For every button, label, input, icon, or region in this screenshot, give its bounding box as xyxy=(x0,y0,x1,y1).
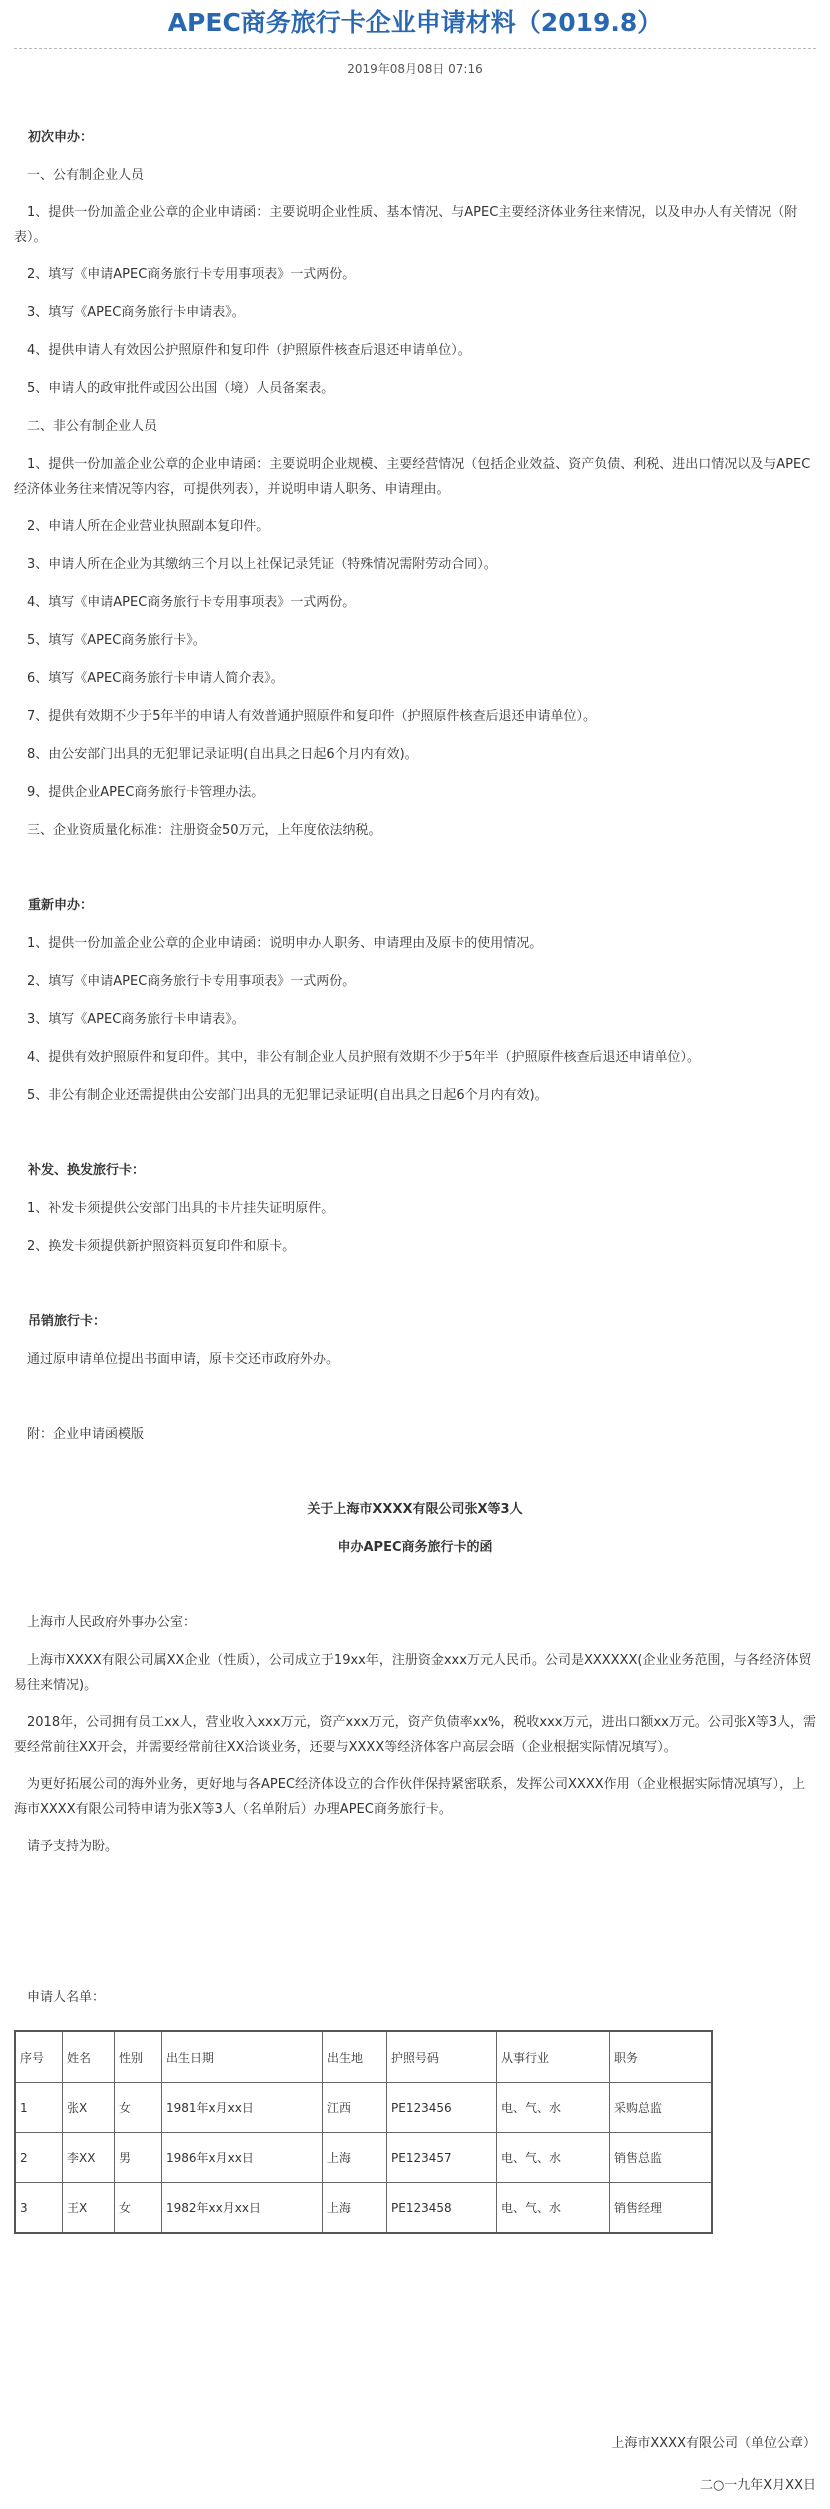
public-item-1: 1、提供一份加盖企业公章的企业申请函：主要说明企业性质、基本情况、与APEC主要经济体业务往来情况，以及申办人有关情况（附表）。 xyxy=(14,205,798,245)
private-item-5: 5、填写《APEC商务旅行卡》。 xyxy=(27,633,206,648)
table-header-cell: 姓名 xyxy=(63,2031,115,2083)
section-heading-first-application: 初次申办： xyxy=(28,130,94,145)
table-cell: 电、气、水 xyxy=(497,2133,610,2183)
table-row xyxy=(15,2133,712,2183)
table-cell: 电、气、水 xyxy=(497,2183,610,2234)
qualification-standard: 三、企业资质量化标准：注册资金50万元，上年度依法纳税。 xyxy=(27,823,382,838)
table-header-cell: 护照号码 xyxy=(387,2031,497,2083)
table-header-cell: 职务 xyxy=(610,2031,713,2083)
reissue-item-2: 2、换发卡须提供新护照资料页复印件和原卡。 xyxy=(27,1239,296,1254)
public-item-5: 5、申请人的政审批件或因公出国（境）人员备案表。 xyxy=(27,381,335,396)
private-item-9: 9、提供企业APEC商务旅行卡管理办法。 xyxy=(27,785,265,800)
table-cell: PE123457 xyxy=(387,2133,497,2183)
table-cell: 男 xyxy=(115,2133,162,2183)
signature-date: 二○一九年X月XX日 xyxy=(699,2478,816,2493)
table-cell: 采购总监 xyxy=(610,2083,713,2133)
table-cell: 上海 xyxy=(323,2133,387,2183)
private-item-6: 6、填写《APEC商务旅行卡申请人简介表》。 xyxy=(27,671,284,686)
table-cell: 销售总监 xyxy=(610,2133,713,2183)
title-divider xyxy=(14,48,816,49)
letter-paragraph-2: 2018年，公司拥有员工xx人，营业收入xxx万元，资产xxx万元，资产负债率xx%，税收xxx万元，进出口额xx万元。公司张X等3人，需要经常前往XX开会，并需要经常前往XX洽谈业务，还要与XXXX等经济体客户高层会晤（企业根据实际情况填写）。 xyxy=(14,1715,817,1755)
table-cell: 李XX xyxy=(63,2133,115,2183)
table-cell: 销售经理 xyxy=(610,2183,713,2234)
table-cell: 3 xyxy=(15,2183,63,2234)
table-cell: PE123456 xyxy=(387,2083,497,2133)
public-item-3: 3、填写《APEC商务旅行卡申请表》。 xyxy=(27,305,245,320)
table-cell: 王X xyxy=(63,2183,115,2234)
letter-paragraph-1: 上海市XXXX有限公司属XX企业（性质），公司成立于19xx年，注册资金xxx万元人民币。公司是XXXXXX(企业业务范围，与各经济体贸易往来情况)。 xyxy=(14,1653,812,1693)
section-heading-renewal: 重新申办： xyxy=(28,898,94,913)
private-item-2: 2、申请人所在企业营业执照副本复印件。 xyxy=(27,519,270,534)
renewal-item-5: 5、非公有制企业还需提供由公安部门出具的无犯罪记录证明(自出具之日起6个月内有效)。 xyxy=(27,1088,548,1103)
table-cell: 1981年x月xx日 xyxy=(162,2083,323,2133)
table-header-cell: 出生地 xyxy=(323,2031,387,2083)
letter-title-line-1: 关于上海市XXXX有限公司张X等3人 xyxy=(307,1502,523,1517)
reissue-item-1: 1、补发卡须提供公安部门出具的卡片挂失证明原件。 xyxy=(27,1201,335,1216)
applicant-table xyxy=(14,2030,713,2234)
subsection-title-private: 二、非公有制企业人员 xyxy=(27,419,158,434)
revoke-text: 通过原申请单位提出书面申请，原卡交还市政府外办。 xyxy=(27,1352,340,1367)
table-header-cell: 出生日期 xyxy=(162,2031,323,2083)
letter-title-line-2: 申办APEC商务旅行卡的函 xyxy=(337,1540,493,1555)
table-cell: 1982年xx月xx日 xyxy=(162,2183,323,2234)
table-cell: 1 xyxy=(15,2083,63,2133)
table-cell: 1986年x月xx日 xyxy=(162,2133,323,2183)
private-item-4: 4、填写《申请APEC商务旅行卡专用事项表》一式两份。 xyxy=(27,595,356,610)
renewal-item-1: 1、提供一份加盖企业公章的企业申请函：说明申办人职务、申请理由及原卡的使用情况。 xyxy=(27,936,543,951)
letter-addressee: 上海市人民政府外事办公室： xyxy=(27,1615,197,1630)
table-cell: 上海 xyxy=(323,2183,387,2234)
private-item-7: 7、提供有效期不少于5年半的申请人有效普通护照原件和复印件（护照原件核查后退还申请单位）。 xyxy=(27,709,597,724)
table-header-cell: 从事行业 xyxy=(497,2031,610,2083)
table-cell: 2 xyxy=(15,2133,63,2183)
table-header-row xyxy=(15,2031,712,2083)
letter-paragraph-4: 请予支持为盼。 xyxy=(27,1839,119,1854)
public-item-2: 2、填写《申请APEC商务旅行卡专用事项表》一式两份。 xyxy=(27,267,356,282)
section-heading-reissue: 补发、换发旅行卡： xyxy=(28,1163,146,1178)
section-heading-revoke: 吊销旅行卡： xyxy=(28,1314,107,1329)
table-cell: 江西 xyxy=(323,2083,387,2133)
private-item-3: 3、申请人所在企业为其缴纳三个月以上社保记录凭证（特殊情况需附劳动合同）。 xyxy=(27,557,497,572)
signature-company: 上海市XXXX有限公司（单位公章） xyxy=(611,2436,816,2451)
private-item-8: 8、由公安部门出具的无犯罪记录证明(自出具之日起6个月内有效)。 xyxy=(27,747,418,762)
private-item-1: 1、提供一份加盖企业公章的企业申请函：主要说明企业规模、主要经营情况（包括企业效益、资产负债、利税、进出口情况以及与APEC经济体业务往来情况等内容，可提供列表），并说明申请人职务、申请理由。 xyxy=(14,457,811,497)
renewal-item-3: 3、填写《APEC商务旅行卡申请表》。 xyxy=(27,1012,245,1027)
renewal-item-4: 4、提供有效护照原件和复印件。其中，非公有制企业人员护照有效期不少于5年半（护照原件核查后退还申请单位）。 xyxy=(27,1050,701,1065)
table-row xyxy=(15,2083,712,2133)
table-cell: 张X xyxy=(63,2083,115,2133)
table-cell: PE123458 xyxy=(387,2183,497,2234)
subsection-title-public: 一、公有制企业人员 xyxy=(27,168,145,183)
table-cell: 女 xyxy=(115,2083,162,2133)
table-cell: 女 xyxy=(115,2183,162,2234)
table-header-cell: 序号 xyxy=(15,2031,63,2083)
table-header-cell: 性别 xyxy=(115,2031,162,2083)
renewal-item-2: 2、填写《申请APEC商务旅行卡专用事项表》一式两份。 xyxy=(27,974,356,989)
applicant-list-label: 申请人名单： xyxy=(27,1990,106,2005)
public-item-4: 4、提供申请人有效因公护照原件和复印件（护照原件核查后退还申请单位）。 xyxy=(27,343,471,358)
table-cell: 电、气、水 xyxy=(497,2083,610,2133)
table-row xyxy=(15,2183,712,2234)
attachment-note: 附：企业申请函模版 xyxy=(27,1427,145,1442)
page-title: APEC商务旅行卡企业申请材料（2019.8） xyxy=(167,8,663,37)
publish-date: 2019年08月08日 07:16 xyxy=(347,62,483,76)
letter-paragraph-3: 为更好拓展公司的海外业务，更好地与各APEC经济体设立的合作伙伴保持紧密联系，发挥公司XXXX作用（企业根据实际情况填写），上海市XXXX有限公司特申请为张X等3人（名单附后）办理APEC商务旅行卡。 xyxy=(14,1777,806,1817)
